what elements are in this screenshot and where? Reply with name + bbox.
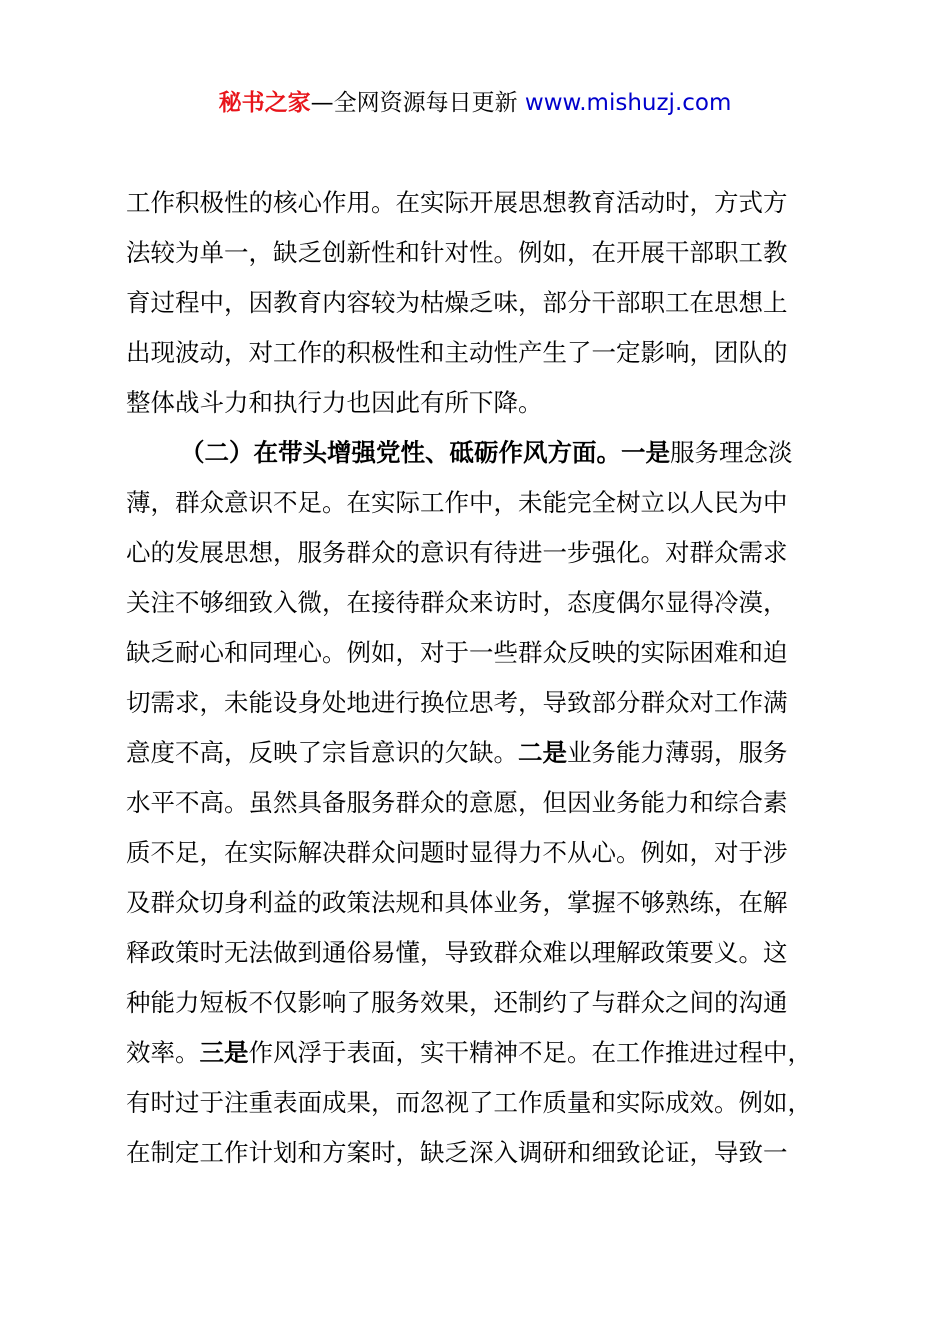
text-run: 效率。 bbox=[126, 1038, 200, 1067]
text-line: 心的发展思想，服务群众的意识有待进一步强化。对群众需求 bbox=[126, 538, 788, 567]
text-line: 释政策时无法做到通俗易懂，导致群众难以理解政策要义。这 bbox=[126, 938, 788, 967]
text-run: 作风浮于表面，实干精神不足。在工作推进过程中， bbox=[248, 1038, 812, 1067]
text-line: 薄，群众意识不足。在实际工作中，未能完全树立以人民为中 bbox=[126, 488, 788, 517]
header-url[interactable]: www.mishuzj.com bbox=[524, 90, 732, 116]
text-line: 法较为单一，缺乏创新性和针对性。例如，在开展干部职工教 bbox=[126, 238, 788, 267]
text-run: 意度不高，反映了宗旨意识的欠缺。 bbox=[126, 738, 518, 767]
text-line: 有时过于注重表面成果，而忽视了工作质量和实际成效。例如， bbox=[126, 1088, 812, 1117]
point-marker: 三是 bbox=[199, 1038, 249, 1067]
page-header bbox=[0, 86, 950, 120]
text-line: 关注不够细致入微，在接待群众来访时，态度偶尔显得冷漠， bbox=[126, 588, 788, 617]
text-line: 及群众切身利益的政策法规和具体业务，掌握不够熟练，在解 bbox=[126, 888, 788, 917]
header-tagline: —全网资源每日更新 bbox=[310, 90, 525, 116]
text-line: 缺乏耐心和同理心。例如，对于一些群众反映的实际困难和迫 bbox=[126, 638, 788, 667]
text-line: 出现波动，对工作的积极性和主动性产生了一定影响，团队的 bbox=[126, 338, 788, 367]
text-run: 业务能力薄弱，服务 bbox=[567, 738, 788, 767]
text-line bbox=[126, 1028, 836, 1078]
text-line bbox=[126, 728, 836, 778]
text-line: 质不足，在实际解决群众问题时显得力不从心。例如，对于涉 bbox=[126, 838, 788, 867]
text-line: 种能力短板不仅影响了服务效果，还制约了与群众之间的沟通 bbox=[126, 988, 788, 1017]
text-line: 在制定工作计划和方案时，缺乏深入调研和细致论证，导致一 bbox=[126, 1138, 788, 1167]
header-brand: 秘书之家 bbox=[218, 90, 311, 116]
text-line: 整体战斗力和执行力也因此有所下降。 bbox=[126, 388, 543, 417]
text-line: 切需求，未能设身处地进行换位思考，导致部分群众对工作满 bbox=[126, 688, 788, 717]
section-heading-line bbox=[126, 428, 836, 478]
text-line: 工作积极性的核心作用。在实际开展思想教育活动时，方式方 bbox=[126, 188, 788, 217]
text-line: 水平不高。虽然具备服务群众的意愿，但因业务能力和综合素 bbox=[126, 788, 788, 817]
text-line: 育过程中，因教育内容较为枯燥乏味，部分干部职工在思想上 bbox=[126, 288, 788, 317]
document-body bbox=[126, 178, 836, 1178]
text-run: 服务理念淡 bbox=[670, 438, 793, 467]
point-marker: 二是 bbox=[518, 738, 567, 767]
section-heading: （二）在带头增强党性、砥砺作风方面。一是 bbox=[180, 438, 670, 467]
